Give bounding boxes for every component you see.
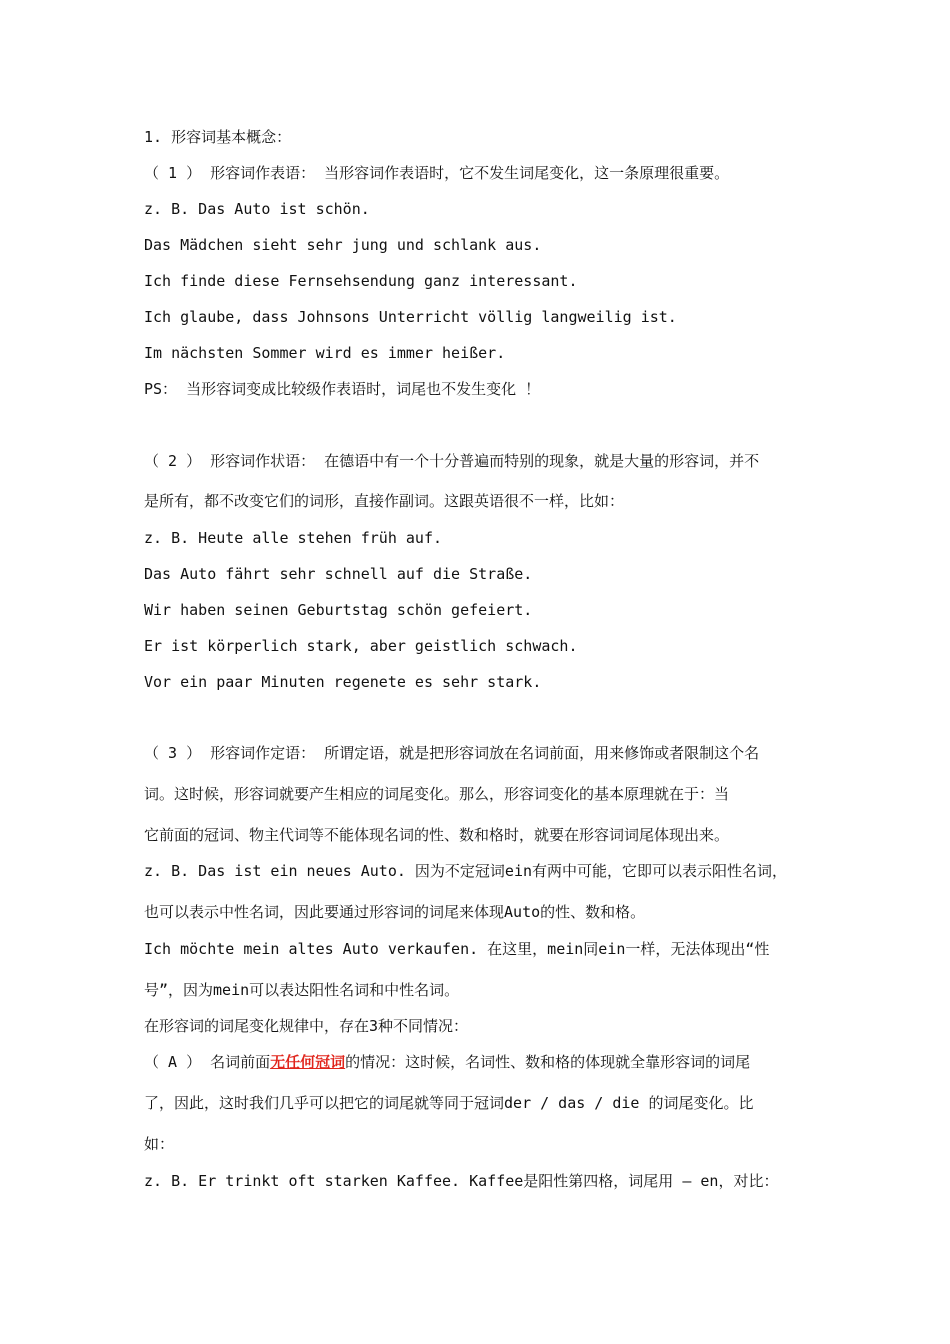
case-a-rest: 的情况：这时候，名词性、数和格的体现就全靠形容词的词尾 (345, 1053, 751, 1071)
section-2-title: （ 2 ） 形容词作状语： 在德语中有一个十分普遍而特别的现象，就是大量的形容词，并不 (144, 452, 760, 470)
paragraph-line: 在形容词的词尾变化规律中，存在3种不同情况： (144, 1017, 469, 1035)
case-a-prefix: （ A ） 名词前面 (144, 1053, 271, 1071)
example-line: z. B. Heute alle stehen früh auf. (144, 529, 443, 547)
heading-adjective-basics: 1. 形容词基本概念： (144, 128, 292, 146)
section-1-title: （ 1 ） 形容词作表语： 当形容词作表语时，它不发生词尾变化，这一条原理很重要。 (144, 164, 730, 182)
example-line: Wir haben seinen Geburtstag schön gefeiert. (144, 601, 533, 619)
example-line: z. B. Das Auto ist schön. (144, 200, 370, 218)
example-line: Das Auto fährt sehr schnell auf die Straße. (144, 565, 533, 583)
example-line: Ich finde diese Fernsehsendung ganz interessant. (144, 272, 578, 290)
case-a-highlight: 无任何冠词 (270, 1053, 346, 1071)
example-line: z. B. Er trinkt oft starken Kaffee. Kaffee是阳性第四格，词尾用 – en，对比： (144, 1172, 779, 1190)
section-3-title: （ 3 ） 形容词作定语： 所谓定语，就是把形容词放在名词前面，用来修饰或者限制这个名 (144, 744, 760, 762)
paragraph-line: 如： (144, 1135, 175, 1153)
example-line: Ich glaube, dass Johnsons Unterricht völlig langweilig ist. (144, 308, 677, 326)
paragraph-line: 它前面的冠词、物主代词等不能体现名词的性、数和格时，就要在形容词词尾体现出来。 (144, 826, 730, 844)
example-line: Das Mädchen sieht sehr jung und schlank aus. (144, 236, 542, 254)
paragraph-line: 是所有，都不改变它们的词形，直接作副词。这跟英语很不一样，比如： (144, 492, 625, 510)
paragraph-line: 号”，因为mein可以表达阳性名词和中性名词。 (144, 981, 460, 999)
ps-note: PS： 当形容词变成比较级作表语时，词尾也不发生变化 ！ (144, 380, 541, 398)
paragraph-line: 了，因此，这时我们几乎可以把它的词尾就等同于冠词der / das / die 的词尾变化。比 (144, 1094, 754, 1112)
paragraph-line: 也可以表示中性名词，因此要通过形容词的词尾来体现Auto的性、数和格。 (144, 903, 646, 921)
example-line: Er ist körperlich stark, aber geistlich schwach. (144, 637, 578, 655)
case-a-title (144, 1051, 824, 1073)
example-line: z. B. Das ist ein neues Auto. 因为不定冠词ein有两中可能，它即可以表示阳性名词， (144, 862, 788, 880)
example-line: Vor ein paar Minuten regenete es sehr stark. (144, 673, 542, 691)
example-line: Ich möchte mein altes Auto verkaufen. 在这里，mein同ein一样，无法体现出“性 (144, 940, 770, 958)
paragraph-line: 词。这时候，形容词就要产生相应的词尾变化。那么，形容词变化的基本原理就在于：当 (144, 785, 730, 803)
example-line: Im nächsten Sommer wird es immer heißer. (144, 344, 506, 362)
